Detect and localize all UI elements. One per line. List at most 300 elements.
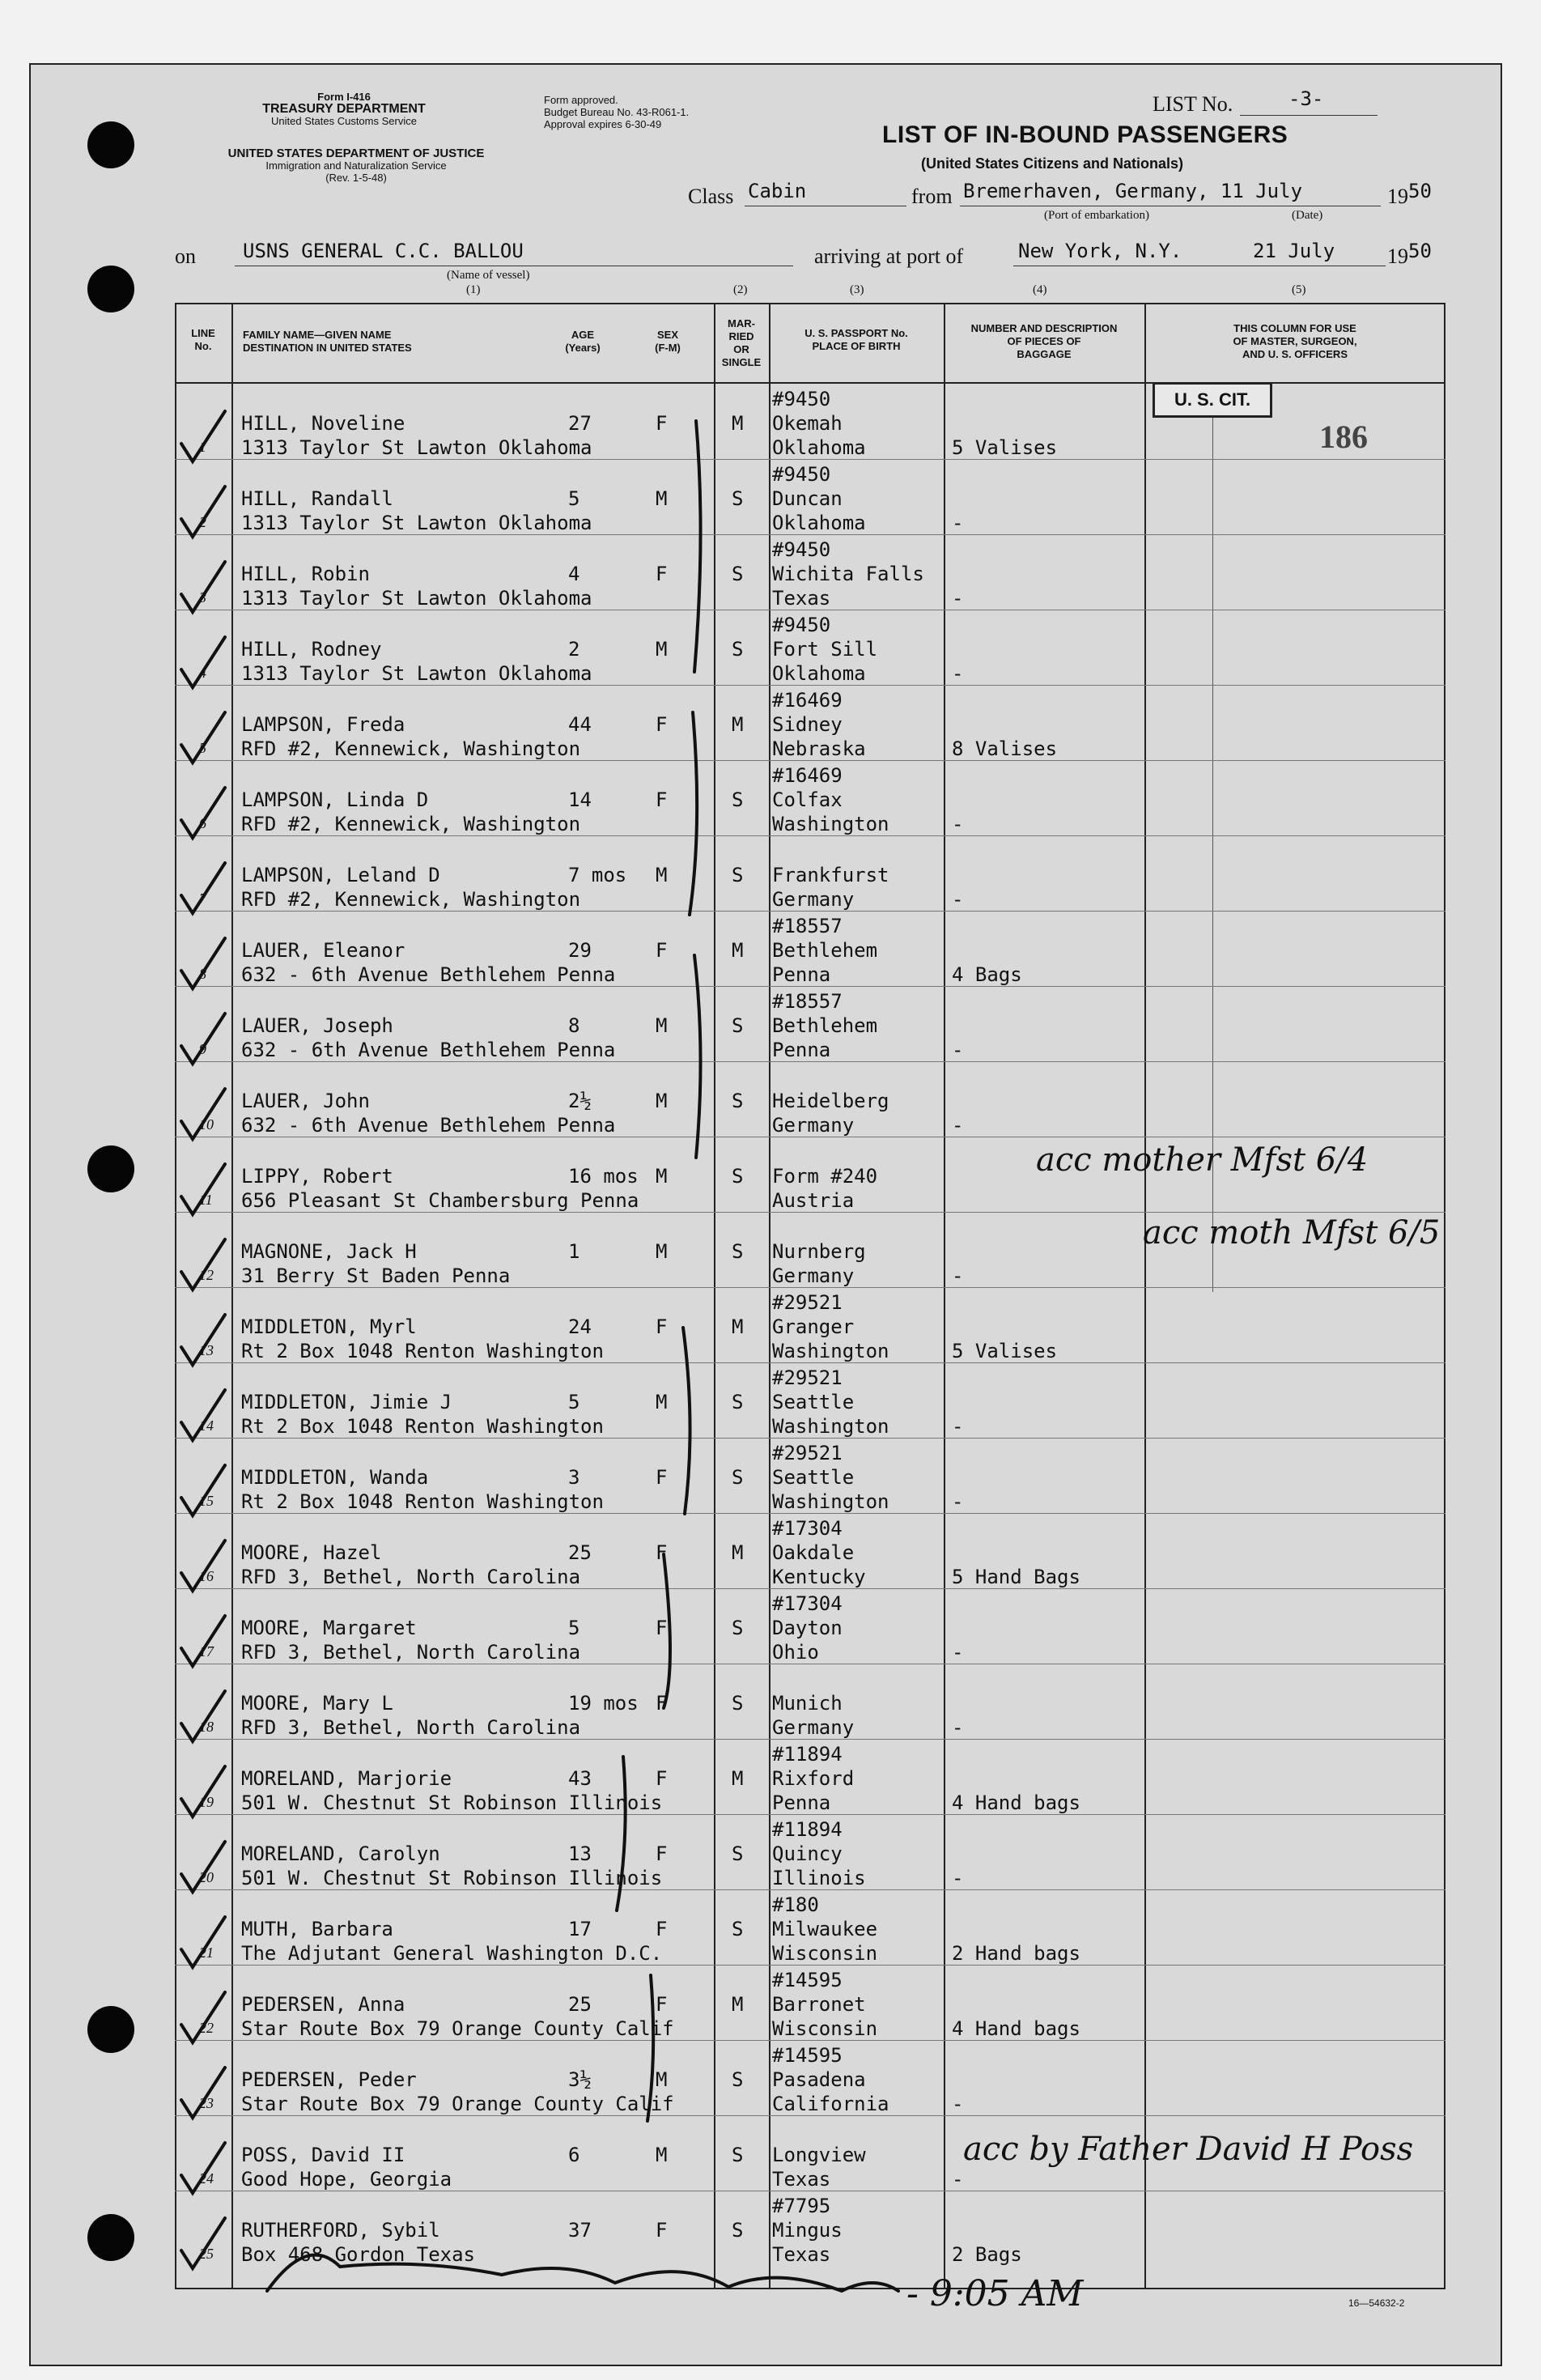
place-of-birth: Colfax [772,788,843,811]
baggage: - [952,2093,964,2115]
age: 2 [568,638,580,661]
family-bracket [694,955,701,1158]
family-bracket [647,1975,653,2121]
place-of-birth: Wichita Falls [772,563,924,585]
marital-status: M [732,1315,744,1338]
passport-number: #9450 [772,388,831,410]
line-number: 8 [199,966,206,982]
baggage: 5 Hand Bags [952,1566,1080,1588]
passenger-name: RUTHERFORD, Sybil [241,2219,440,2242]
passport-number: #16469 [772,689,843,712]
age: 1 [568,1240,580,1263]
passenger-name: LAUER, John [241,1090,370,1112]
sex: F [656,1617,668,1639]
sex: M [656,1165,668,1188]
header-married: MAR- RIED OR SINGLE [721,317,762,368]
marital-status: S [732,1240,744,1263]
sex: F [656,713,668,736]
place-of-birth: Frankfurst [772,864,889,886]
check-mark [181,1014,225,1064]
place-of-birth-state: Germany [772,1114,855,1137]
place-of-birth: Quincy [772,1842,843,1865]
handwritten-note-line-12: acc moth Mfst 6/5 [1143,1214,1441,1252]
treasury-department: TREASURY DEPARTMENT [262,102,426,116]
sex: F [656,1767,668,1790]
place-of-birth-state: Wisconsin [772,2017,878,2040]
age: 25 [568,1541,592,1564]
passport-number: #9450 [772,463,831,486]
place-of-birth-state: Austria [772,1189,855,1212]
age: 14 [568,788,592,811]
passport-number: #18557 [772,915,843,937]
line-number: 9 [199,1041,206,1057]
passenger-name: MORELAND, Carolyn [241,1842,440,1865]
marital-status: S [732,1165,744,1188]
age: 43 [568,1767,592,1790]
check-mark [181,1465,225,1515]
passenger-name: MIDDLETON, Wanda [241,1466,429,1489]
passport-number: #11894 [772,1743,843,1766]
place-of-birth-state: Kentucky [772,1566,866,1588]
port-caption: (Port of embarkation) [1044,209,1149,222]
marital-status: S [732,2144,744,2166]
baggage: 8 Valises [952,737,1058,760]
check-mark [181,938,225,988]
marital-status: M [732,713,744,736]
place-of-birth-state: Ohio [772,1641,819,1664]
line-number: 22 [199,2020,214,2036]
check-mark [181,1164,225,1214]
marital-status: S [732,1014,744,1037]
list-no-value: -3- [1288,87,1324,110]
check-mark [181,712,225,763]
place-of-birth: Okemah [772,412,843,435]
sex: F [656,1918,668,1940]
baggage: - [952,1039,964,1061]
line-number: 2 [199,514,206,530]
col-num-5: (5) [1292,283,1306,296]
age: 13 [568,1842,592,1865]
destination: RFD 3, Bethel, North Carolina [241,1716,581,1739]
passport-number: #9450 [772,538,831,561]
age: 16 mos [568,1165,639,1188]
place-of-birth: Seattle [772,1391,855,1413]
place-of-birth-state: Germany [772,888,855,911]
place-of-birth: Milwaukee [772,1918,878,1940]
check-mark [181,1992,225,2042]
justice-department: UNITED STATES DEPARTMENT OF JUSTICE [227,147,485,160]
sex: M [656,487,668,510]
destination: The Adjutant General Washington D.C. [241,1942,663,1965]
col-num-2: (2) [733,283,748,296]
destination: 501 W. Chestnut St Robinson Illinois [241,1791,663,1814]
baggage: - [952,1716,964,1739]
line-number: 18 [199,1719,214,1735]
sex: M [656,864,668,886]
line-number: 14 [199,1417,214,1434]
family-bracket [690,712,697,915]
passport-number: #17304 [772,1517,843,1540]
place-of-birth: Bethlehem [772,1014,878,1037]
marital-status: S [732,487,744,510]
place-of-birth: Pasadena [772,2068,866,2091]
age: 5 [568,1391,580,1413]
baggage: - [952,1867,964,1889]
destination: 632 - 6th Avenue Bethlehem Penna [241,963,616,986]
destination: 1313 Taylor St Lawton Oklahoma [241,436,592,459]
line-number: 10 [199,1116,214,1133]
sex: F [656,1993,668,2016]
family-bracket [664,1554,670,1708]
place-of-birth-state: Washington [772,1340,889,1362]
page-title: LIST OF IN-BOUND PASSENGERS [882,121,1288,148]
list-no-label: LIST No. [1153,92,1233,116]
passenger-name: HILL, Rodney [241,638,382,661]
from-year-prefix: 19 [1387,185,1408,208]
family-bracket [683,1328,690,1514]
line-number: 23 [199,2095,214,2111]
marital-status: S [732,563,744,585]
passenger-name: LAMPSON, Freda [241,713,405,736]
check-mark [181,1239,225,1290]
baggage: 2 Hand bags [952,1942,1080,1965]
destination: Rt 2 Box 1048 Renton Washington [241,1340,604,1362]
place-of-birth-state: Germany [772,1716,855,1739]
form-print-code: 16—54632-2 [1348,2297,1405,2309]
family-bracket [617,1757,626,1910]
vessel-col-num: (1) [466,283,481,296]
destination: Box 468 Gordon Texas [241,2243,475,2266]
check-mark [181,2143,225,2193]
destination: RFD #2, Kennewick, Washington [241,888,581,911]
baggage: 4 Hand bags [952,1791,1080,1814]
on-label: on [175,244,196,268]
arrival-date: 21 July [1253,240,1335,262]
line-number: 25 [199,2246,214,2262]
place-of-birth: Heidelberg [772,1090,889,1112]
customs-service: United States Customs Service [271,115,417,127]
destination: 632 - 6th Avenue Bethlehem Penna [241,1114,616,1137]
handwritten-note-line-11: acc mother Mfst 6/4 [1036,1141,1369,1179]
passenger-name: MIDDLETON, Myrl [241,1315,417,1338]
check-mark [181,1616,225,1666]
header-name: FAMILY NAME—GIVEN NAME DESTINATION IN UNITED STATES [243,329,412,354]
sex: M [656,2068,668,2091]
sex: F [656,1842,668,1865]
place-of-birth: Barronet [772,1993,866,2016]
line-number: 20 [199,1869,214,1885]
passenger-name: LAMPSON, Linda D [241,788,429,811]
destination: RFD #2, Kennewick, Washington [241,737,581,760]
handwritten-note-line-24: acc by Father David H Poss [963,2131,1414,2168]
sex: M [656,1014,668,1037]
passenger-name: LIPPY, Robert [241,1165,393,1188]
baggage: 5 Valises [952,436,1058,459]
destination: 1313 Taylor St Lawton Oklahoma [241,587,592,610]
passenger-name: MORELAND, Marjorie [241,1767,452,1790]
baggage: - [952,813,964,835]
check-mark [181,863,225,913]
age: 2½ [568,1090,592,1112]
place-of-birth-state: Oklahoma [772,512,866,534]
place-of-birth: Sidney [772,713,843,736]
passenger-name: LAMPSON, Leland D [241,864,440,886]
stamp-number: 186 [1319,419,1368,455]
age: 27 [568,412,592,435]
check-mark [181,1766,225,1817]
from-year: 50 [1408,180,1432,202]
check-mark [181,1842,225,1892]
marital-status: S [732,788,744,811]
passport-number: #29521 [772,1442,843,1464]
sex: M [656,1391,668,1413]
approval-expires: Approval expires 6-30-49 [544,118,662,130]
ins-service: Immigration and Naturalization Service [265,159,447,172]
place-of-birth: Rixford [772,1767,855,1790]
place-of-birth: Form #240 [772,1165,878,1188]
place-of-birth-state: Texas [772,587,831,610]
class-value: Cabin [748,180,807,202]
marital-status: S [732,864,744,886]
marital-status: S [732,1692,744,1715]
age: 19 mos [568,1692,639,1715]
arriving-label: arriving at port of [814,244,964,268]
place-of-birth-state: Oklahoma [772,436,866,459]
destination: 1313 Taylor St Lawton Oklahoma [241,662,592,685]
line-number: 5 [199,740,206,756]
marital-status: S [732,1391,744,1413]
class-label: Class [688,185,734,208]
budget-bureau: Budget Bureau No. 43-R061-1. [544,106,690,118]
place-of-birth-state: Illinois [772,1867,866,1889]
check-mark [181,1917,225,1967]
marital-status: S [732,1090,744,1112]
marital-status: S [732,1842,744,1865]
baggage: - [952,1114,964,1137]
check-mark [181,1315,225,1365]
header-age: AGE (Years) [565,329,601,354]
inspector-time: - 9:05 AM [906,2273,1084,2314]
place-of-birth: Oakdale [772,1541,855,1564]
passenger-name: PEDERSEN, Peder [241,2068,417,2091]
baggage: 5 Valises [952,1340,1058,1362]
arrival-year-prefix: 19 [1387,244,1408,268]
destination: 1313 Taylor St Lawton Oklahoma [241,512,592,534]
sex: M [656,1090,668,1112]
marital-status: M [732,1767,744,1790]
arrival-year: 50 [1408,240,1432,262]
sex: F [656,1541,668,1564]
place-of-birth: Granger [772,1315,855,1338]
destination: Rt 2 Box 1048 Renton Washington [241,1415,604,1438]
place-of-birth: Seattle [772,1466,855,1489]
form-approved: Form approved. [544,94,618,106]
passenger-name: MOORE, Hazel [241,1541,382,1564]
line-number: 17 [199,1643,214,1660]
sex: F [656,563,668,585]
passenger-name: MIDDLETON, Jimie J [241,1391,452,1413]
place-of-birth: Nurnberg [772,1240,866,1263]
baggage: - [952,1490,964,1513]
header-baggage: NUMBER AND DESCRIPTION OF PIECES OF BAGGAGE [970,322,1118,360]
us-citizen-stamp: U. S. CIT. [1153,382,1272,418]
destination: RFD 3, Bethel, North Carolina [241,1566,581,1588]
baggage: - [952,888,964,911]
baggage: 4 Bags [952,963,1022,986]
passport-number: #14595 [772,2044,843,2067]
place-of-birth: Mingus [772,2219,843,2242]
place-of-birth-state: Oklahoma [772,662,866,685]
place-of-birth-state: Texas [772,2168,831,2191]
check-mark [181,1089,225,1139]
sex: F [656,1692,668,1715]
age: 17 [568,1918,592,1940]
line-number: 3 [199,589,206,606]
line-number: 21 [199,1944,214,1961]
header-line-no: LINE No. [191,327,215,352]
age: 29 [568,939,592,962]
destination: Good Hope, Georgia [241,2168,452,2191]
line-number: 4 [199,665,206,681]
destination: 501 W. Chestnut St Robinson Illinois [241,1867,663,1889]
baggage: - [952,1641,964,1664]
check-mark [181,637,225,687]
destination: 31 Berry St Baden Penna [241,1264,511,1287]
sex: F [656,939,668,962]
passport-number: #29521 [772,1366,843,1389]
age: 5 [568,1617,580,1639]
passenger-name: HILL, Robin [241,563,370,585]
check-mark [181,1541,225,1591]
line-number: 19 [199,1794,214,1810]
line-number: 15 [199,1493,214,1509]
place-of-birth-state: Washington [772,1490,889,1513]
age: 37 [568,2219,592,2242]
destination: 632 - 6th Avenue Bethlehem Penna [241,1039,616,1061]
passport-number: #14595 [772,1969,843,1991]
sex: F [656,1315,668,1338]
sex: M [656,638,668,661]
marital-status: M [732,1993,744,2016]
marital-status: M [732,412,744,435]
place-of-birth-state: Washington [772,813,889,835]
place-of-birth-state: California [772,2093,889,2115]
header-sex: SEX (F-M) [655,329,681,354]
baggage: - [952,587,964,610]
passport-number: #16469 [772,764,843,787]
passport-number: #11894 [772,1818,843,1841]
marital-status: S [732,2068,744,2091]
destination: Rt 2 Box 1048 Renton Washington [241,1490,604,1513]
passenger-name: MOORE, Margaret [241,1617,417,1639]
vessel-name: USNS GENERAL C.C. BALLOU [243,240,524,262]
baggage: - [952,1264,964,1287]
destination: RFD #2, Kennewick, Washington [241,813,581,835]
check-mark [181,1691,225,1741]
marital-status: S [732,2219,744,2242]
marital-status: S [732,1617,744,1639]
passenger-name: HILL, Randall [241,487,393,510]
place-of-birth-state: Penna [772,1039,831,1061]
passenger-name: HILL, Noveline [241,412,405,435]
embarkation-port: Bremerhaven, Germany, 11 July [963,180,1303,202]
check-mark [181,1390,225,1440]
destination: RFD 3, Bethel, North Carolina [241,1641,581,1664]
passport-number: #29521 [772,1291,843,1314]
check-mark [181,562,225,612]
destination: Star Route Box 79 Orange County Calif [241,2093,674,2115]
passport-number: #18557 [772,990,843,1013]
age: 6 [568,2144,580,2166]
line-number: 1 [199,439,206,455]
sex: F [656,412,668,435]
passenger-name: MAGNONE, Jack H [241,1240,417,1263]
age: 44 [568,713,592,736]
check-mark [181,487,225,537]
check-mark [181,2218,225,2268]
marital-status: S [732,1466,744,1489]
passenger-name: LAUER, Eleanor [241,939,405,962]
sex: F [656,788,668,811]
place-of-birth: Dayton [772,1617,843,1639]
arrival-port: New York, N.Y. [1018,240,1182,262]
place-of-birth: Duncan [772,487,843,510]
place-of-birth-state: Nebraska [772,737,866,760]
check-mark [181,788,225,838]
col-num-4: (4) [1033,283,1047,296]
revision: (Rev. 1-5-48) [325,172,387,184]
age: 3 [568,1466,580,1489]
place-of-birth: Bethlehem [772,939,878,962]
passport-number: #180 [772,1893,819,1916]
passenger-name: MOORE, Mary L [241,1692,393,1715]
destination: Star Route Box 79 Orange County Calif [241,2017,674,2040]
place-of-birth-state: Penna [772,1791,831,1814]
marital-status: M [732,939,744,962]
baggage: 4 Hand bags [952,2017,1080,2040]
line-number: 16 [199,1568,214,1584]
passport-number: #9450 [772,614,831,636]
passport-number: #17304 [772,1592,843,1615]
col-num-3: (3) [850,283,864,296]
place-of-birth-state: Washington [772,1415,889,1438]
line-number: 12 [199,1267,214,1283]
form-number: Form I-416 [317,91,371,103]
page-subtitle: (United States Citizens and Nationals) [921,155,1184,172]
line-number: 7 [199,890,206,907]
age: 25 [568,1993,592,2016]
place-of-birth-state: Wisconsin [772,1942,878,1965]
baggage: - [952,662,964,685]
baggage: - [952,1415,964,1438]
age: 24 [568,1315,592,1338]
place-of-birth: Munich [772,1692,843,1715]
family-bracket [694,421,701,672]
baggage: - [952,512,964,534]
from-label: from [911,185,953,208]
check-mark [181,2068,225,2118]
baggage: - [952,2168,964,2191]
destination: 656 Pleasant St Chambersburg Penna [241,1189,639,1212]
check-mark [181,411,225,461]
marital-status: S [732,1918,744,1940]
marital-status: M [732,1541,744,1564]
age: 5 [568,487,580,510]
header-officers: THIS COLUMN FOR USE OF MASTER, SURGEON, AND U. S. OFFICERS [1233,322,1357,360]
age: 7 mos [568,864,627,886]
line-number: 11 [199,1192,213,1208]
line-number: 13 [199,1342,214,1358]
